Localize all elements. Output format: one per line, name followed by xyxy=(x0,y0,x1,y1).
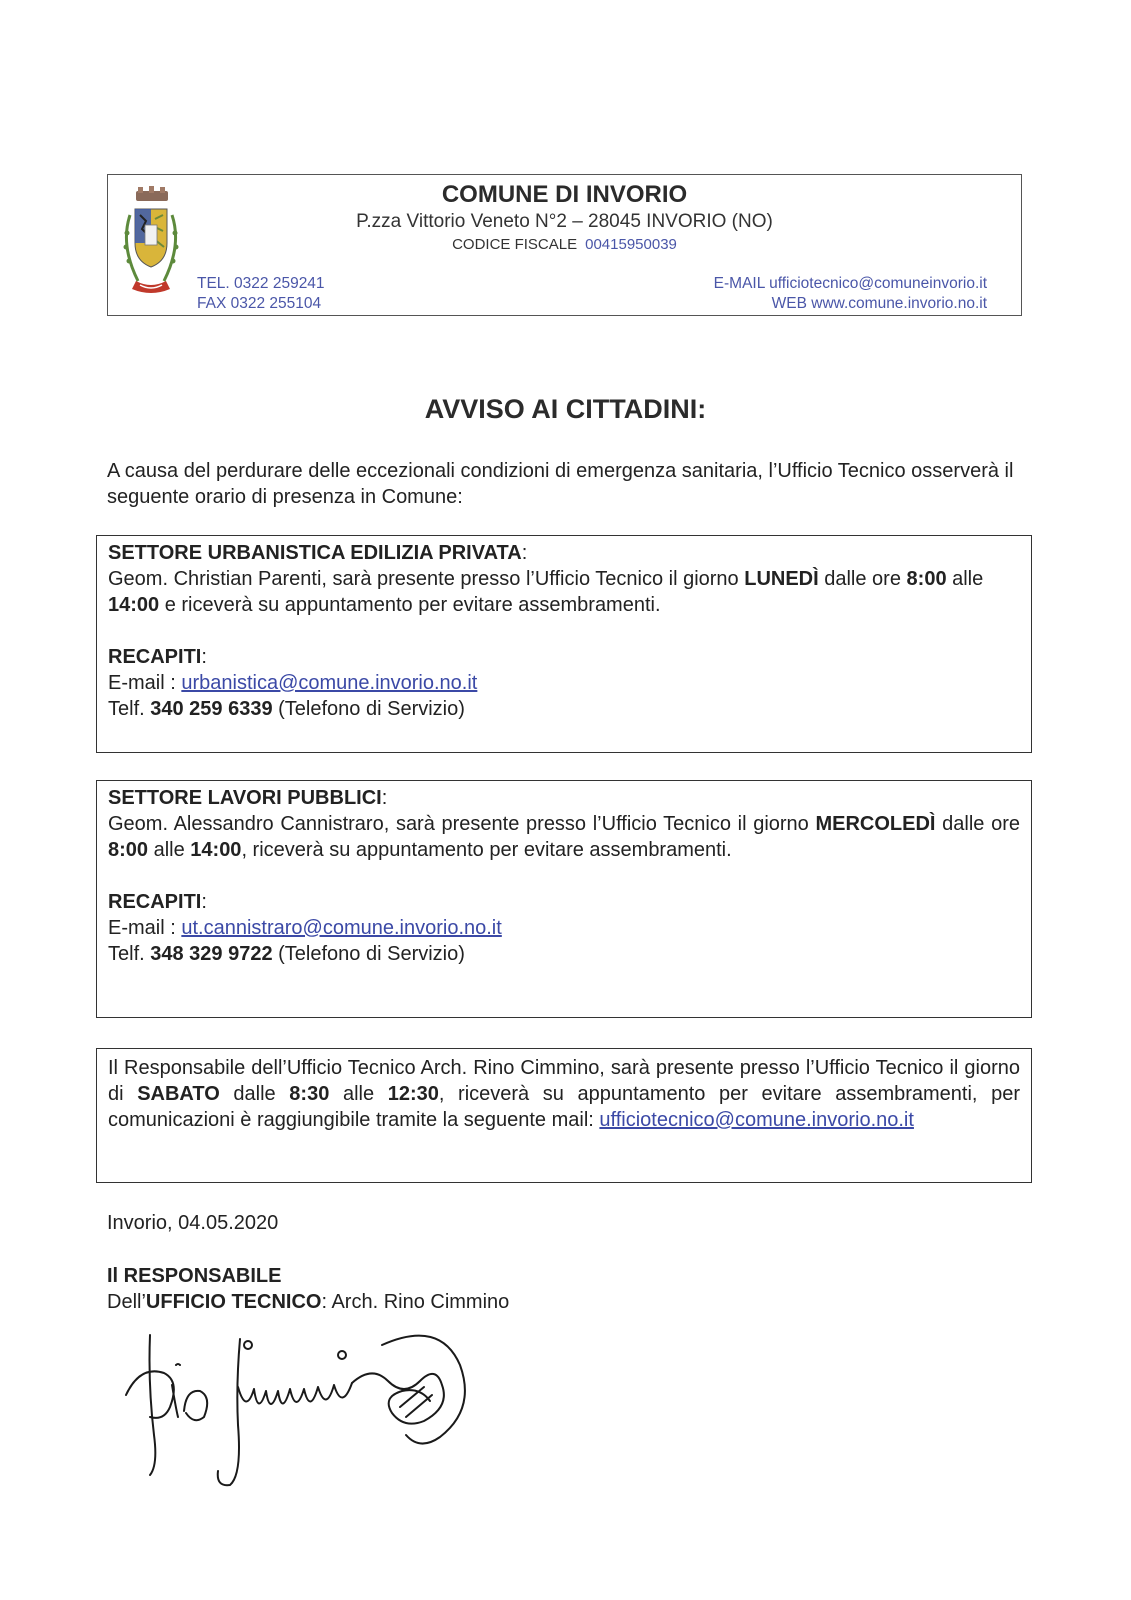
schedule-text: Geom. Alessandro Cannistraro, sarà presente presso l’Ufficio Tecnico il giorno xyxy=(108,813,816,835)
schedule-from: 8:00 xyxy=(108,839,149,861)
signatory-title: Il RESPONSABILE xyxy=(107,1265,282,1287)
tax-code-label: CODICE FISCALE xyxy=(452,236,578,253)
schedule-to: 14:00 xyxy=(190,839,242,861)
lavori-schedule xyxy=(108,811,1020,863)
phone-note: (Telefono di Servizio) xyxy=(272,943,465,965)
urbanistica-section: SETTORE URBANISTICA EDILIZIA PRIVATA: Geom. Christian Parenti, sarà presente presso l’Ufficio Tecnico il giorno LUNEDÌ dalle ore 8:00 alle 14:00 e riceverà su appuntamento per evitare assembramenti. RECAPITI: E-mail : urbanistica@comune.invorio.no.it Telf. 340 259 6339 (Telefono di Servizio) xyxy=(96,535,1032,753)
phone-note: (Telefono di Servizio) xyxy=(272,698,465,720)
section-heading-lavori-pubblici: SETTORE LAVORI PUBBLICI xyxy=(108,787,382,809)
schedule-day: LUNEDÌ xyxy=(744,568,819,590)
municipality-address: P.zza Vittorio Veneto N°2 – 28045 INVORIO (NO) xyxy=(356,211,773,232)
schedule-text: , riceverà su appuntamento per evitare assembramenti, per comunicazioni è raggiungibile tramite la seguente mail: xyxy=(108,1083,1020,1131)
letterhead-fax: FAX 0322 255104 xyxy=(197,295,322,312)
letterhead-phone: TEL. 0322 259241 xyxy=(197,275,325,292)
lavori-email-link[interactable]: ut.cannistraro@comune.invorio.no.it xyxy=(181,917,502,939)
responsabile-schedule xyxy=(108,1055,1020,1133)
schedule-text: alle xyxy=(946,568,984,590)
tax-code xyxy=(108,236,1021,253)
letterhead xyxy=(107,174,1022,316)
email-label: E-mail : xyxy=(108,672,182,694)
place-and-date: Invorio, 04.05.2020 xyxy=(107,1212,279,1234)
notice-title: AVVISO AI CITTADINI: xyxy=(424,394,707,424)
phone-label: Telf. xyxy=(108,943,151,965)
schedule-text: Geom. Christian Parenti, sarà presente presso l’Ufficio Tecnico il giorno xyxy=(108,568,745,590)
urbanistica-email-link[interactable]: urbanistica@comune.invorio.no.it xyxy=(181,672,478,694)
signatory-name: : Arch. Rino Cimmino xyxy=(321,1291,510,1313)
schedule-text: e riceverà su appuntamento per evitare assembramenti. xyxy=(159,594,661,616)
schedule-text: dalle xyxy=(219,1083,290,1105)
schedule-day: SABATO xyxy=(137,1083,220,1105)
signatory-line xyxy=(107,1291,509,1314)
letterhead-website: WEB www.comune.invorio.no.it xyxy=(771,295,987,312)
section-heading-urbanistica: SETTORE URBANISTICA EDILIZIA PRIVATA xyxy=(108,542,522,564)
responsabile-email-link[interactable]: ufficiotecnico@comune.invorio.no.it xyxy=(599,1109,914,1131)
schedule-text: Il Responsabile dell’Ufficio Tecnico Arch. Rino Cimmino, sarà presente presso l’Ufficio Tecnico il giorno di xyxy=(108,1057,1020,1105)
handwritten-signature xyxy=(120,1325,480,1495)
schedule-text: , riceverà su appuntamento per evitare assembramenti. xyxy=(241,839,732,861)
municipality-name: COMUNE DI INVORIO xyxy=(441,181,688,208)
schedule-text: dalle ore xyxy=(935,813,1020,835)
notice-intro: A causa del perdurare delle eccezionali condizioni di emergenza sanitaria, l’Ufficio Tecnico osserverà il seguente orario di presenza in Comune: xyxy=(107,460,1014,508)
letterhead-email: E-MAIL ufficiotecnico@comuneinvorio.it xyxy=(713,275,987,292)
schedule-from: 8:30 xyxy=(289,1083,330,1105)
lavori-pubblici-section: SETTORE LAVORI PUBBLICI: Geom. Alessandro Cannistraro, sarà presente presso l’Ufficio Tecnico il giorno MERCOLEDÌ dalle ore 8:00 alle 14:00, riceverà su appuntamento per evitare assembramenti. RECAPITI: E-mail : ut.cannistraro@comune.invorio.no.it Telf. 348 329 9722 (Telefono di Servizio) xyxy=(96,780,1032,1018)
urbanistica-phone: 340 259 6339 xyxy=(150,698,273,720)
signatory-office: UFFICIO TECNICO xyxy=(145,1291,322,1313)
schedule-day: MERCOLEDÌ xyxy=(815,813,936,835)
lavori-phone: 348 329 9722 xyxy=(150,943,273,965)
contacts-heading: RECAPITI xyxy=(108,891,202,913)
schedule-text: dalle ore xyxy=(818,568,907,590)
tax-code-value: 00415950039 xyxy=(585,236,677,253)
schedule-text: alle xyxy=(148,839,191,861)
phone-label: Telf. xyxy=(108,698,151,720)
signatory-prefix: Dell’ xyxy=(107,1291,146,1313)
schedule-to: 14:00 xyxy=(108,594,160,616)
contacts-heading: RECAPITI xyxy=(108,646,202,668)
schedule-from: 8:00 xyxy=(906,568,947,590)
responsabile-section xyxy=(96,1048,1032,1183)
schedule-to: 12:30 xyxy=(387,1083,439,1105)
urbanistica-schedule xyxy=(108,566,1020,618)
email-label: E-mail : xyxy=(108,917,182,939)
schedule-text: alle xyxy=(329,1083,388,1105)
